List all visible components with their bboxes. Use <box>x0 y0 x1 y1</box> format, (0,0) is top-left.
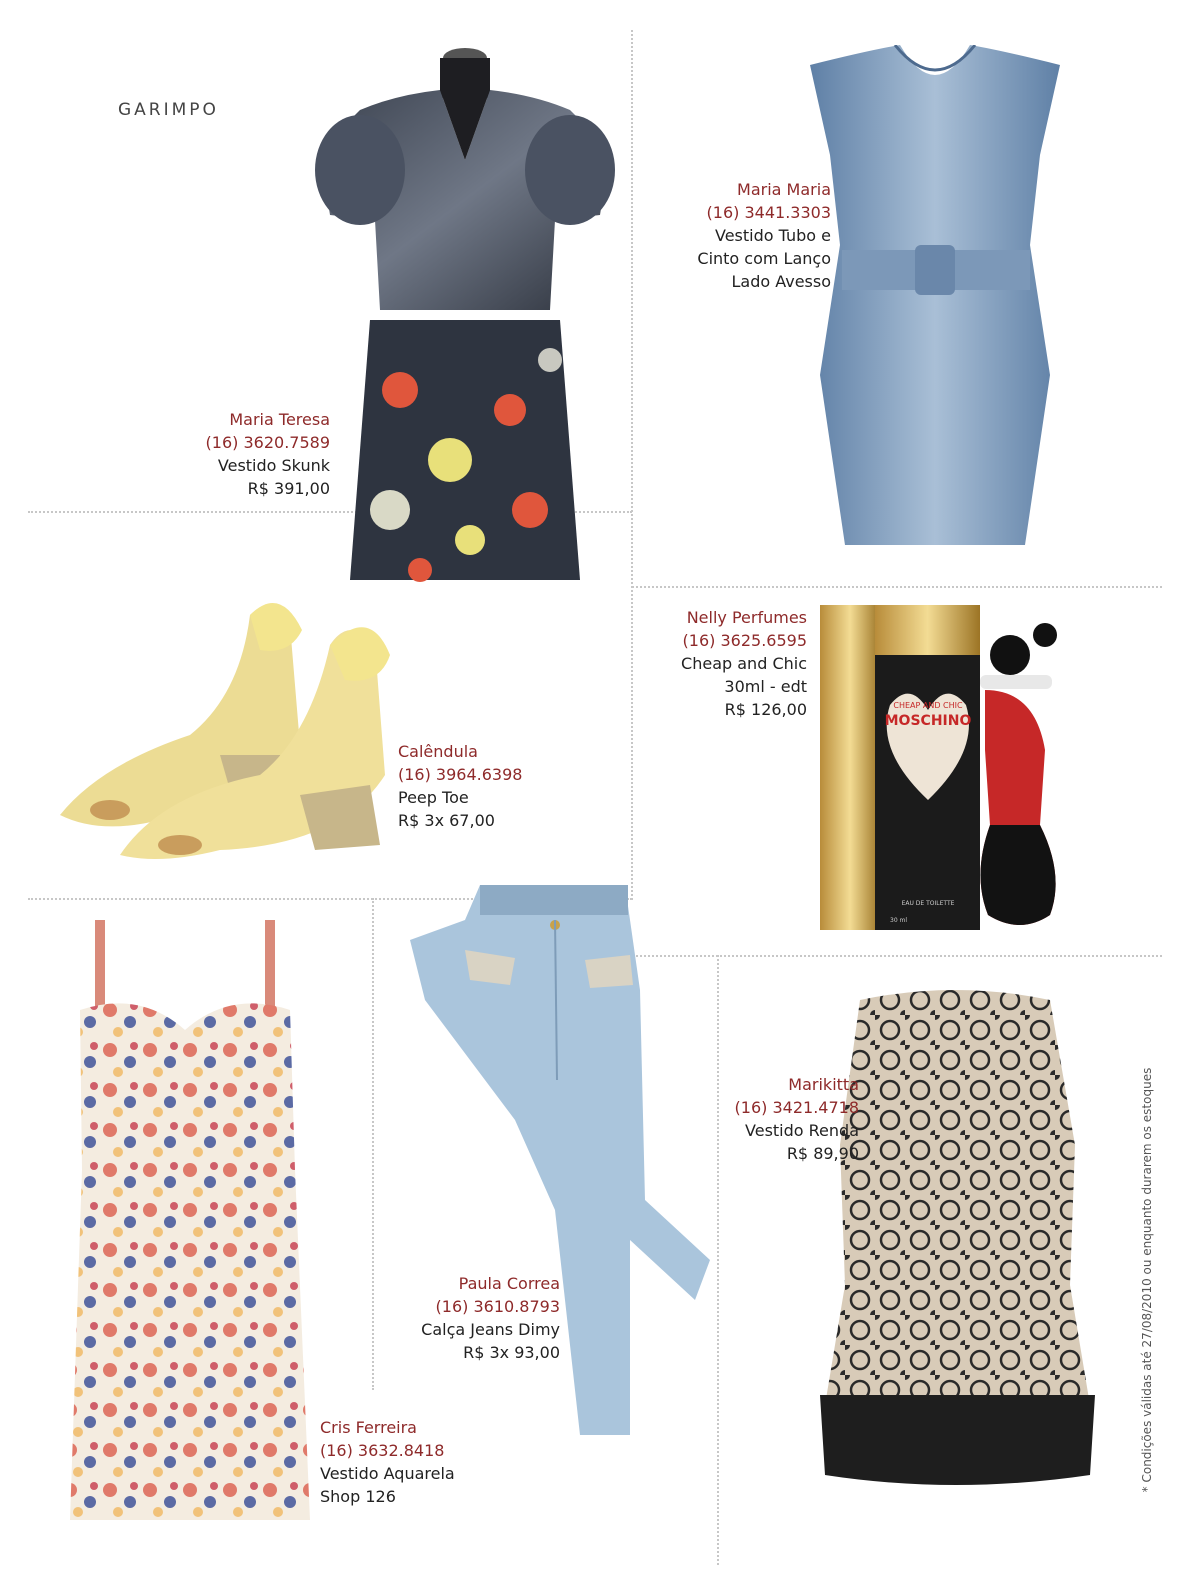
denim-dress-image <box>800 45 1070 560</box>
product-price: R$ 3x 67,00 <box>398 811 495 830</box>
store-phone: (16) 3620.7589 <box>205 433 330 452</box>
store-name: Maria Teresa <box>229 410 330 429</box>
product-description: Calça Jeans Dimy <box>421 1320 560 1339</box>
caption-maria-maria <box>697 178 831 293</box>
caption-maria-teresa <box>206 408 330 500</box>
caption-paula-correa <box>421 1272 560 1364</box>
section-title: GARIMPO <box>118 100 219 120</box>
skunk-dress-image <box>300 40 630 600</box>
product-description: Vestido Renda <box>745 1121 859 1140</box>
store-name: Paula Correa <box>458 1274 560 1293</box>
product-description: Vestido Skunk <box>217 456 330 475</box>
caption-marikitta <box>735 1073 859 1165</box>
product-description-line-1: Vestido Aquarela <box>320 1464 455 1483</box>
perfume-image <box>820 600 1070 935</box>
store-name: Calêndula <box>398 742 478 761</box>
perfume-brand: MOSCHINO <box>884 713 972 729</box>
perfume-brand-top: CHEAP AND CHIC <box>893 701 963 710</box>
product-description-line-2: Cinto com Lanço <box>697 249 831 268</box>
perfume-volume: 30 ml <box>890 917 908 924</box>
store-name: Cris Ferreira <box>320 1418 417 1437</box>
product-description-line-3: Lado Avesso <box>731 272 831 291</box>
disclaimer-text: * Condições válidas até 27/08/2010 ou enquanto durarem os estoques <box>1140 1067 1154 1493</box>
caption-nelly-perfumes <box>681 606 807 721</box>
caption-cris-ferreira <box>320 1416 455 1508</box>
divider-vertical-top <box>631 30 633 900</box>
divider-horizontal-right-1 <box>632 586 1162 588</box>
product-price: R$ 89,90 <box>786 1144 859 1163</box>
product-description-line-2: Shop 126 <box>320 1487 396 1506</box>
divider-vertical-bottom-left <box>372 898 374 1390</box>
divider-vertical-bottom-right <box>717 955 719 1565</box>
store-phone: (16) 3421.4718 <box>734 1098 859 1117</box>
store-phone: (16) 3964.6398 <box>398 765 523 784</box>
store-name: Nelly Perfumes <box>686 608 807 627</box>
product-price: R$ 126,00 <box>724 700 807 719</box>
store-phone: (16) 3632.8418 <box>320 1441 445 1460</box>
product-price: R$ 3x 93,00 <box>463 1343 560 1362</box>
store-name: Maria Maria <box>737 180 831 199</box>
store-name: Marikitta <box>788 1075 859 1094</box>
lace-dress-image <box>815 985 1100 1495</box>
product-description-line-2: 30ml - edt <box>724 677 807 696</box>
product-description-line-1: Cheap and Chic <box>681 654 807 673</box>
store-phone: (16) 3625.6595 <box>682 631 807 650</box>
watercolor-dress-image <box>60 920 310 1545</box>
store-phone: (16) 3610.8793 <box>435 1297 560 1316</box>
product-price: R$ 391,00 <box>247 479 330 498</box>
peep-toe-shoes-image <box>40 585 410 865</box>
caption-calendula <box>398 740 522 832</box>
perfume-box-small-text: EAU DE TOILETTE <box>901 900 955 907</box>
product-description-line-1: Vestido Tubo e <box>715 226 831 245</box>
store-phone: (16) 3441.3303 <box>706 203 831 222</box>
product-description: Peep Toe <box>398 788 469 807</box>
